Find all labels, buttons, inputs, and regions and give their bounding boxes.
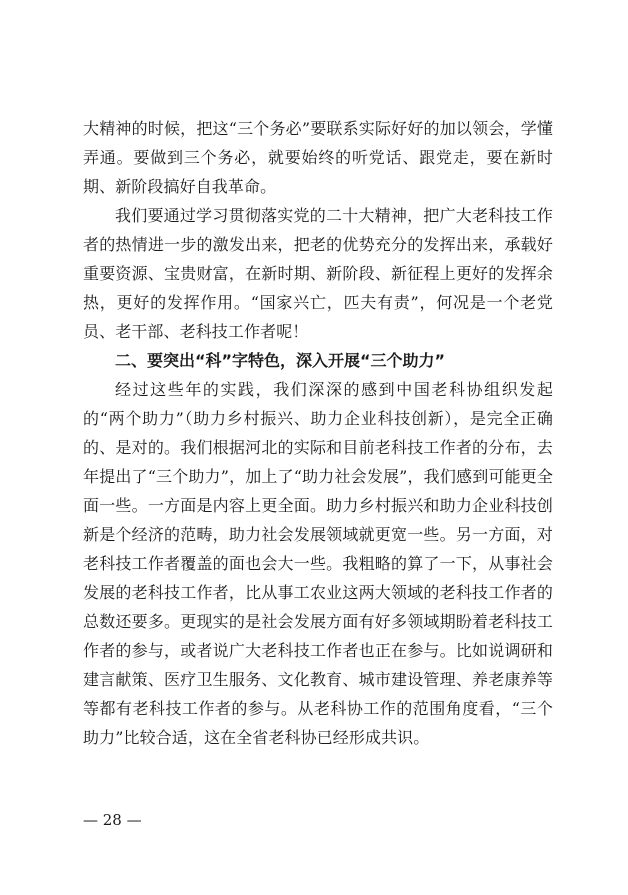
page-number: — 28 — xyxy=(83,811,142,829)
body-text xyxy=(83,114,553,752)
section-heading: 二、要突出“科”字特色，深入开展“三个助力” xyxy=(115,351,446,370)
paragraph-continued: 大精神的时候，把这“三个务必”要联系实际好好的加以领会，学懂弄通。要做到三个务必，就要始终的听党话、跟党走，要在新时期、新阶段搞好自我革命。 xyxy=(83,119,553,196)
paragraph-study-spirit: 我们要通过学习贯彻落实党的二十大精神，把广大老科技工作者的热情进一步的激发出来，把老的优势充分的发挥出来，承载好重要资源、宝贵财富，在新时期、新阶段、新征程上更好的发挥余热，更好的发挥作用。“国家兴亡，匹夫有责”，何况是一个老党员、老干部、老科技工作者呢！ xyxy=(83,206,553,341)
paragraph-three-assists: 经过这些年的实践，我们深深的感到中国老科协组织发起的“两个助力”（助力乡村振兴、助力企业科技创新），是完全正确的、是对的。我们根据河北的实际和目前老科技工作者的分布，去年提出了“三个助力”，加上了“助力社会发展”，我们感到可能更全面一些。一方面是内容上更全面。助力乡村振兴和助力企业科技创新是个经济的范畴，助力社会发展领域就更宽一些。另一方面，对老科技工作者覆盖的面也会大一些。我粗略的算了一下，从事社会发展的老科技工作者，比从事工农业这两大领域的老科技工作者的总数还要多。更现实的是社会发展方面有好多领域期盼着老科技工作者的参与，或者说广大老科技工作者也正在参与。比如说调研和建言献策、医疗卫生服务、文化教育、城市建设管理、养老康养等等都有老科技工作者的参与。从老科协工作的范围角度看，“三个助力”比较合适，这在全省老科协已经形成共识。 xyxy=(83,380,553,747)
